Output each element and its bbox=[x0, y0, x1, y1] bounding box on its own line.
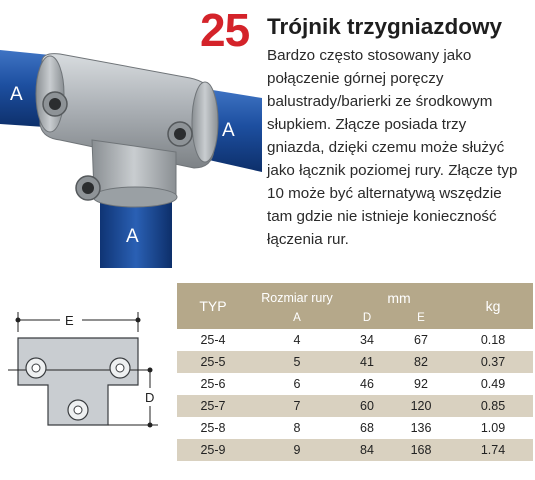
description-line: jako łącznik poziomej rury. Złącze typ bbox=[267, 162, 518, 179]
cell-e: 120 bbox=[389, 395, 453, 417]
description-line: tam gdzie nie istnieje konieczność bbox=[267, 208, 497, 225]
label-a-bottom: A bbox=[126, 226, 139, 247]
cell-e: 82 bbox=[389, 351, 453, 373]
description-line: balustrady/barierki ze środkowym bbox=[267, 93, 493, 110]
label-a-right: A bbox=[222, 120, 235, 141]
grub-screw-right bbox=[168, 122, 192, 146]
cell-kg: 0.85 bbox=[453, 395, 533, 417]
label-a-left: A bbox=[10, 84, 23, 105]
cell-a: 4 bbox=[249, 329, 345, 351]
cell-typ: 25-8 bbox=[177, 417, 249, 439]
cell-kg: 1.74 bbox=[453, 439, 533, 461]
cell-a: 6 bbox=[249, 373, 345, 395]
spec-table bbox=[177, 283, 533, 461]
cell-typ: 25-7 bbox=[177, 395, 249, 417]
cell-e: 136 bbox=[389, 417, 453, 439]
cell-typ: 25-5 bbox=[177, 351, 249, 373]
cell-kg: 1.09 bbox=[453, 417, 533, 439]
cell-e: 168 bbox=[389, 439, 453, 461]
cell-d: 34 bbox=[345, 329, 389, 351]
description-line: Bardzo często stosowany jako bbox=[267, 47, 472, 64]
table-row bbox=[177, 417, 533, 439]
dimension-d-label: D bbox=[145, 390, 155, 405]
cell-kg: 0.18 bbox=[453, 329, 533, 351]
header-kg: kg bbox=[453, 283, 533, 329]
cell-kg: 0.37 bbox=[453, 351, 533, 373]
product-title: Trójnik trzygniazdowy bbox=[267, 14, 503, 39]
header-typ: TYP bbox=[177, 283, 249, 329]
cell-e: 92 bbox=[389, 373, 453, 395]
cell-typ: 25-9 bbox=[177, 439, 249, 461]
grub-screw-bottom bbox=[76, 176, 100, 200]
table-row bbox=[177, 439, 533, 461]
cell-a: 8 bbox=[249, 417, 345, 439]
table-row bbox=[177, 395, 533, 417]
grub-screw-left bbox=[43, 92, 67, 116]
table-row bbox=[177, 351, 533, 373]
product-number: 25 bbox=[200, 4, 250, 56]
cell-d: 46 bbox=[345, 373, 389, 395]
table-row bbox=[177, 329, 533, 351]
cell-d: 60 bbox=[345, 395, 389, 417]
product-description bbox=[267, 44, 533, 251]
table-row bbox=[177, 373, 533, 395]
description-line: gniazda, dzięki czemu może służyć bbox=[267, 139, 505, 156]
dimension-e-label: E bbox=[65, 313, 74, 328]
cell-a: 9 bbox=[249, 439, 345, 461]
cell-a: 5 bbox=[249, 351, 345, 373]
cell-typ: 25-4 bbox=[177, 329, 249, 351]
description-line: słupkiem. Złącze posiada trzy bbox=[267, 116, 467, 133]
header-e: E bbox=[389, 312, 453, 329]
cell-d: 84 bbox=[345, 439, 389, 461]
description-line: połączenie górnej poręczy bbox=[267, 70, 444, 87]
cell-typ: 25-6 bbox=[177, 373, 249, 395]
cell-d: 41 bbox=[345, 351, 389, 373]
header-a: A bbox=[249, 312, 345, 329]
description-line: 10 może być alternatywą wszędzie bbox=[267, 185, 502, 202]
dimension-diagram bbox=[0, 290, 175, 440]
cell-e: 67 bbox=[389, 329, 453, 351]
header-size: Rozmiar rury bbox=[249, 283, 345, 312]
description-line: łączenia rur. bbox=[267, 231, 349, 248]
cell-kg: 0.49 bbox=[453, 373, 533, 395]
cell-a: 7 bbox=[249, 395, 345, 417]
header-mm: mm bbox=[345, 283, 453, 312]
header-d: D bbox=[345, 312, 389, 329]
cell-d: 68 bbox=[345, 417, 389, 439]
